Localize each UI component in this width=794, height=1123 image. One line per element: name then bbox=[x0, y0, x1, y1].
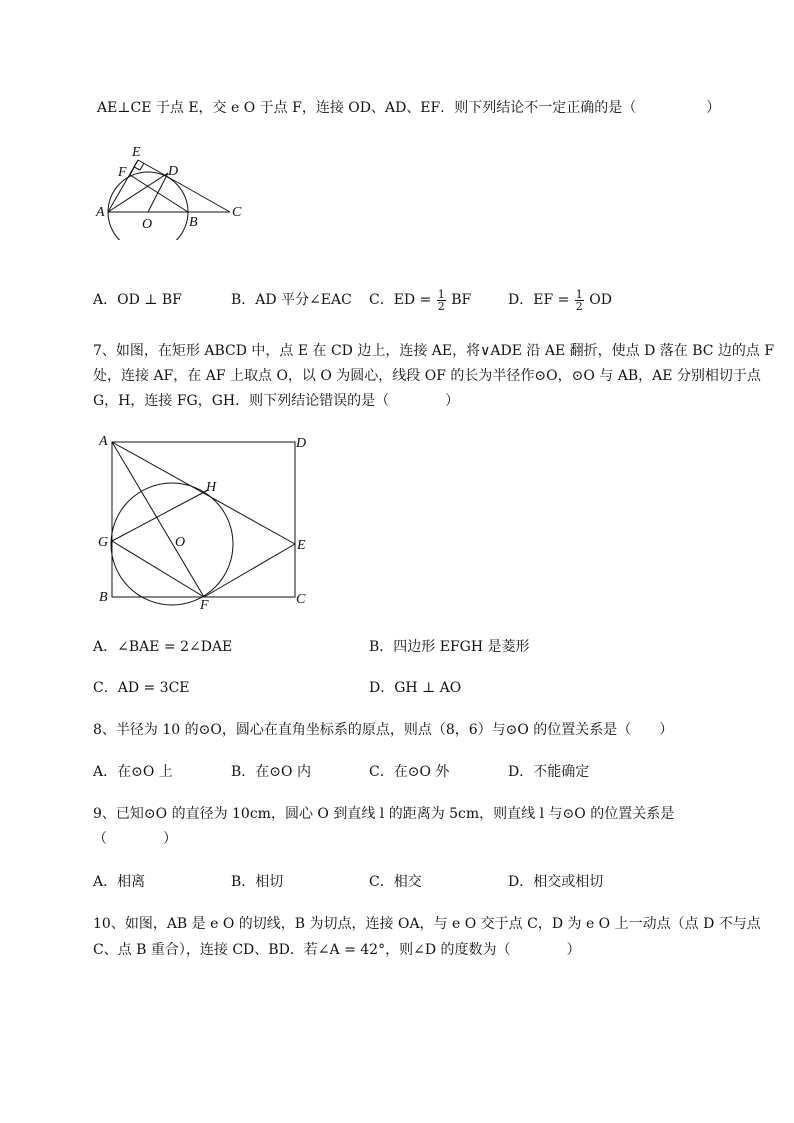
q7-label-E: E bbox=[297, 538, 306, 553]
q7-option-c[interactable]: C．AD = 3CE bbox=[93, 680, 190, 696]
q7-option-b[interactable]: B．四边形 EFGH 是菱形 bbox=[369, 639, 530, 655]
q6-option-b[interactable]: B．AD 平分∠EAC bbox=[231, 292, 352, 308]
q6-label-C: C bbox=[232, 205, 242, 220]
q7-line-FE bbox=[204, 544, 295, 597]
q6-option-c-num: 1 bbox=[437, 287, 445, 301]
q7-option-a[interactable]: A．∠BAE = 2∠DAE bbox=[93, 639, 233, 655]
q6-option-c[interactable] bbox=[369, 283, 471, 317]
q6-label-E: E bbox=[132, 145, 141, 160]
q6-label-A: A bbox=[96, 205, 105, 220]
q7-line-GH bbox=[112, 490, 208, 541]
q8-option-b[interactable]: B．在⊙O 内 bbox=[231, 764, 311, 780]
q6-option-c-pre: C．ED = bbox=[369, 292, 432, 308]
q9-option-b[interactable]: B．相切 bbox=[231, 874, 284, 890]
q6-line-AD bbox=[108, 173, 168, 212]
q8-option-c[interactable]: C．在⊙O 外 bbox=[369, 764, 450, 780]
q6-label-B: B bbox=[189, 215, 198, 230]
q6-option-c-den: 2 bbox=[437, 299, 445, 313]
q7-label-O: O bbox=[175, 535, 186, 550]
q6-label-D: D bbox=[168, 164, 179, 179]
q10-stem-line2: C、点 B 重合），连接 CD、BD．若∠A = 42°，则∠D 的度数为（ ） bbox=[93, 942, 581, 958]
q7-label-B: B bbox=[99, 590, 108, 605]
q9-option-a[interactable]: A．相离 bbox=[93, 874, 146, 890]
q6-option-d-post: OD bbox=[589, 292, 612, 308]
q8-stem: 8、半径为 10 的⊙O，圆心在直角坐标系的原点，则点（8，6）与⊙O 的位置关系是（ ） bbox=[93, 722, 674, 738]
q9-option-d[interactable]: D．相交或相切 bbox=[508, 874, 604, 890]
q7-stem-line2: 处，连接 AF，在 AF 上取点 O，以 O 为圆心，线段 OF 的长为半径作⊙O，⊙O 与 AB，AE 分别相切于点 bbox=[93, 368, 761, 384]
q7-figure bbox=[92, 430, 322, 615]
q6-option-c-post: BF bbox=[451, 292, 472, 308]
q7-rectangle-ABCD bbox=[112, 442, 295, 597]
q7-line-AF bbox=[112, 442, 204, 597]
q7-stem-line1: 7、如图，在矩形 ABCD 中，点 E 在 CD 边上，连接 AE，将∨ADE 沿 AE 翻折，使点 D 落在 BC 边的点 F bbox=[93, 343, 775, 359]
q6-stem: AE⊥CE 于点 E，交 e O 于点 F，连接 OD、AD、EF．则下列结论不一定正确的是（ ） bbox=[97, 100, 721, 116]
q8-option-a[interactable]: A．在⊙O 上 bbox=[93, 764, 173, 780]
q9-stem-line1: 9、已知⊙O 的直径为 10cm，圆心 O 到直线 l 的距离为 5cm，则直线 l 与⊙O 的位置关系是 bbox=[93, 806, 675, 822]
q6-option-d-pre: D．EF = bbox=[508, 292, 570, 308]
q7-option-d[interactable]: D．GH ⊥ AO bbox=[369, 680, 462, 696]
q6-label-F: F bbox=[118, 165, 127, 180]
q9-stem-line2: （ ） bbox=[93, 831, 177, 847]
q7-line-GF bbox=[112, 541, 204, 597]
q7-label-F: F bbox=[200, 598, 209, 613]
q6-option-d[interactable] bbox=[508, 283, 612, 317]
q9-option-c[interactable]: C．相交 bbox=[369, 874, 422, 890]
q6-figure bbox=[90, 140, 260, 240]
q7-label-G: G bbox=[98, 535, 109, 550]
q6-line-FB bbox=[130, 175, 188, 212]
q6-label-O: O bbox=[142, 217, 153, 232]
q6-option-a[interactable]: A．OD ⊥ BF bbox=[93, 292, 182, 308]
q7-label-H: H bbox=[206, 480, 217, 495]
q7-label-C: C bbox=[296, 592, 306, 607]
q7-label-A: A bbox=[99, 434, 108, 449]
q6-option-d-fraction bbox=[575, 289, 584, 312]
q6-option-d-den: 2 bbox=[575, 299, 583, 313]
q10-stem-line1: 10、如图，AB 是 e O 的切线，B 为切点，连接 OA，与 e O 交于点 C，D 为 e O 上一动点（点 D 不与点 bbox=[93, 916, 761, 932]
q7-stem-line3: G，H，连接 FG，GH．则下列结论错误的是（ ） bbox=[93, 393, 460, 409]
q6-option-d-num: 1 bbox=[575, 287, 583, 301]
q8-option-d[interactable]: D．不能确定 bbox=[508, 764, 590, 780]
q6-option-c-fraction bbox=[437, 289, 446, 312]
q7-label-D: D bbox=[296, 436, 307, 451]
